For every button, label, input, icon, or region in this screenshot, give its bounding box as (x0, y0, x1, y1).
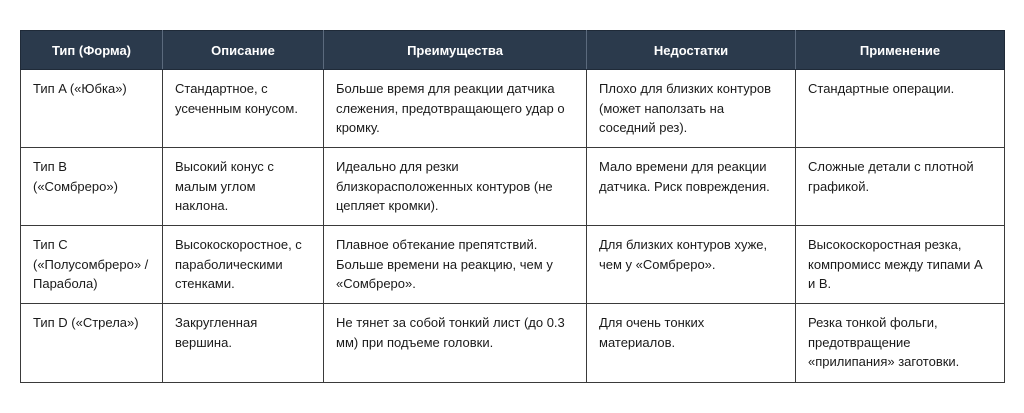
cell-description: Закругленная вершина. (163, 304, 324, 383)
cell-advantages: Не тянет за собой тонкий лист (до 0.3 мм) при подъеме головки. (324, 304, 587, 383)
cell-type: Тип C («Полусомбреро» / Парабола) (21, 226, 163, 304)
cell-disadvantages: Для близких контуров хуже, чем у «Сомбреро». (587, 226, 796, 304)
cell-application: Высокоскоростная резка, компромисс между типами A и B. (796, 226, 1005, 304)
cell-advantages: Идеально для резки близкорасположенных контуров (не цепляет кромки). (324, 148, 587, 226)
header-description: Описание (163, 31, 324, 70)
cell-application: Резка тонкой фольги, предотвращение «прилипания» заготовки. (796, 304, 1005, 383)
cell-description: Высокий конус с малым углом наклона. (163, 148, 324, 226)
table-row (21, 70, 1005, 148)
table-row (21, 226, 1005, 304)
header-type: Тип (Форма) (21, 31, 163, 70)
cell-type: Тип B («Сомбреро») (21, 148, 163, 226)
table-header-row (21, 31, 1005, 70)
table-row (21, 304, 1005, 383)
comparison-table-container (20, 30, 1004, 383)
cell-application: Сложные детали с плотной графикой. (796, 148, 1005, 226)
cell-type: Тип D («Стрела») (21, 304, 163, 383)
cell-disadvantages: Плохо для близких контуров (может наползать на соседний рез). (587, 70, 796, 148)
cell-disadvantages: Мало времени для реакции датчика. Риск повреждения. (587, 148, 796, 226)
cell-type: Тип A («Юбка») (21, 70, 163, 148)
header-disadvantages: Недостатки (587, 31, 796, 70)
table-row (21, 148, 1005, 226)
cell-disadvantages: Для очень тонких материалов. (587, 304, 796, 383)
nozzle-types-table (20, 30, 1005, 383)
header-advantages: Преимущества (324, 31, 587, 70)
cell-application: Стандартные операции. (796, 70, 1005, 148)
cell-description: Высокоскоростное, с параболическими стенками. (163, 226, 324, 304)
cell-advantages: Больше время для реакции датчика слежения, предотвращающего удар о кромку. (324, 70, 587, 148)
header-application: Применение (796, 31, 1005, 70)
cell-advantages: Плавное обтекание препятствий. Больше времени на реакцию, чем у «Сомбреро». (324, 226, 587, 304)
cell-description: Стандартное, с усеченным конусом. (163, 70, 324, 148)
